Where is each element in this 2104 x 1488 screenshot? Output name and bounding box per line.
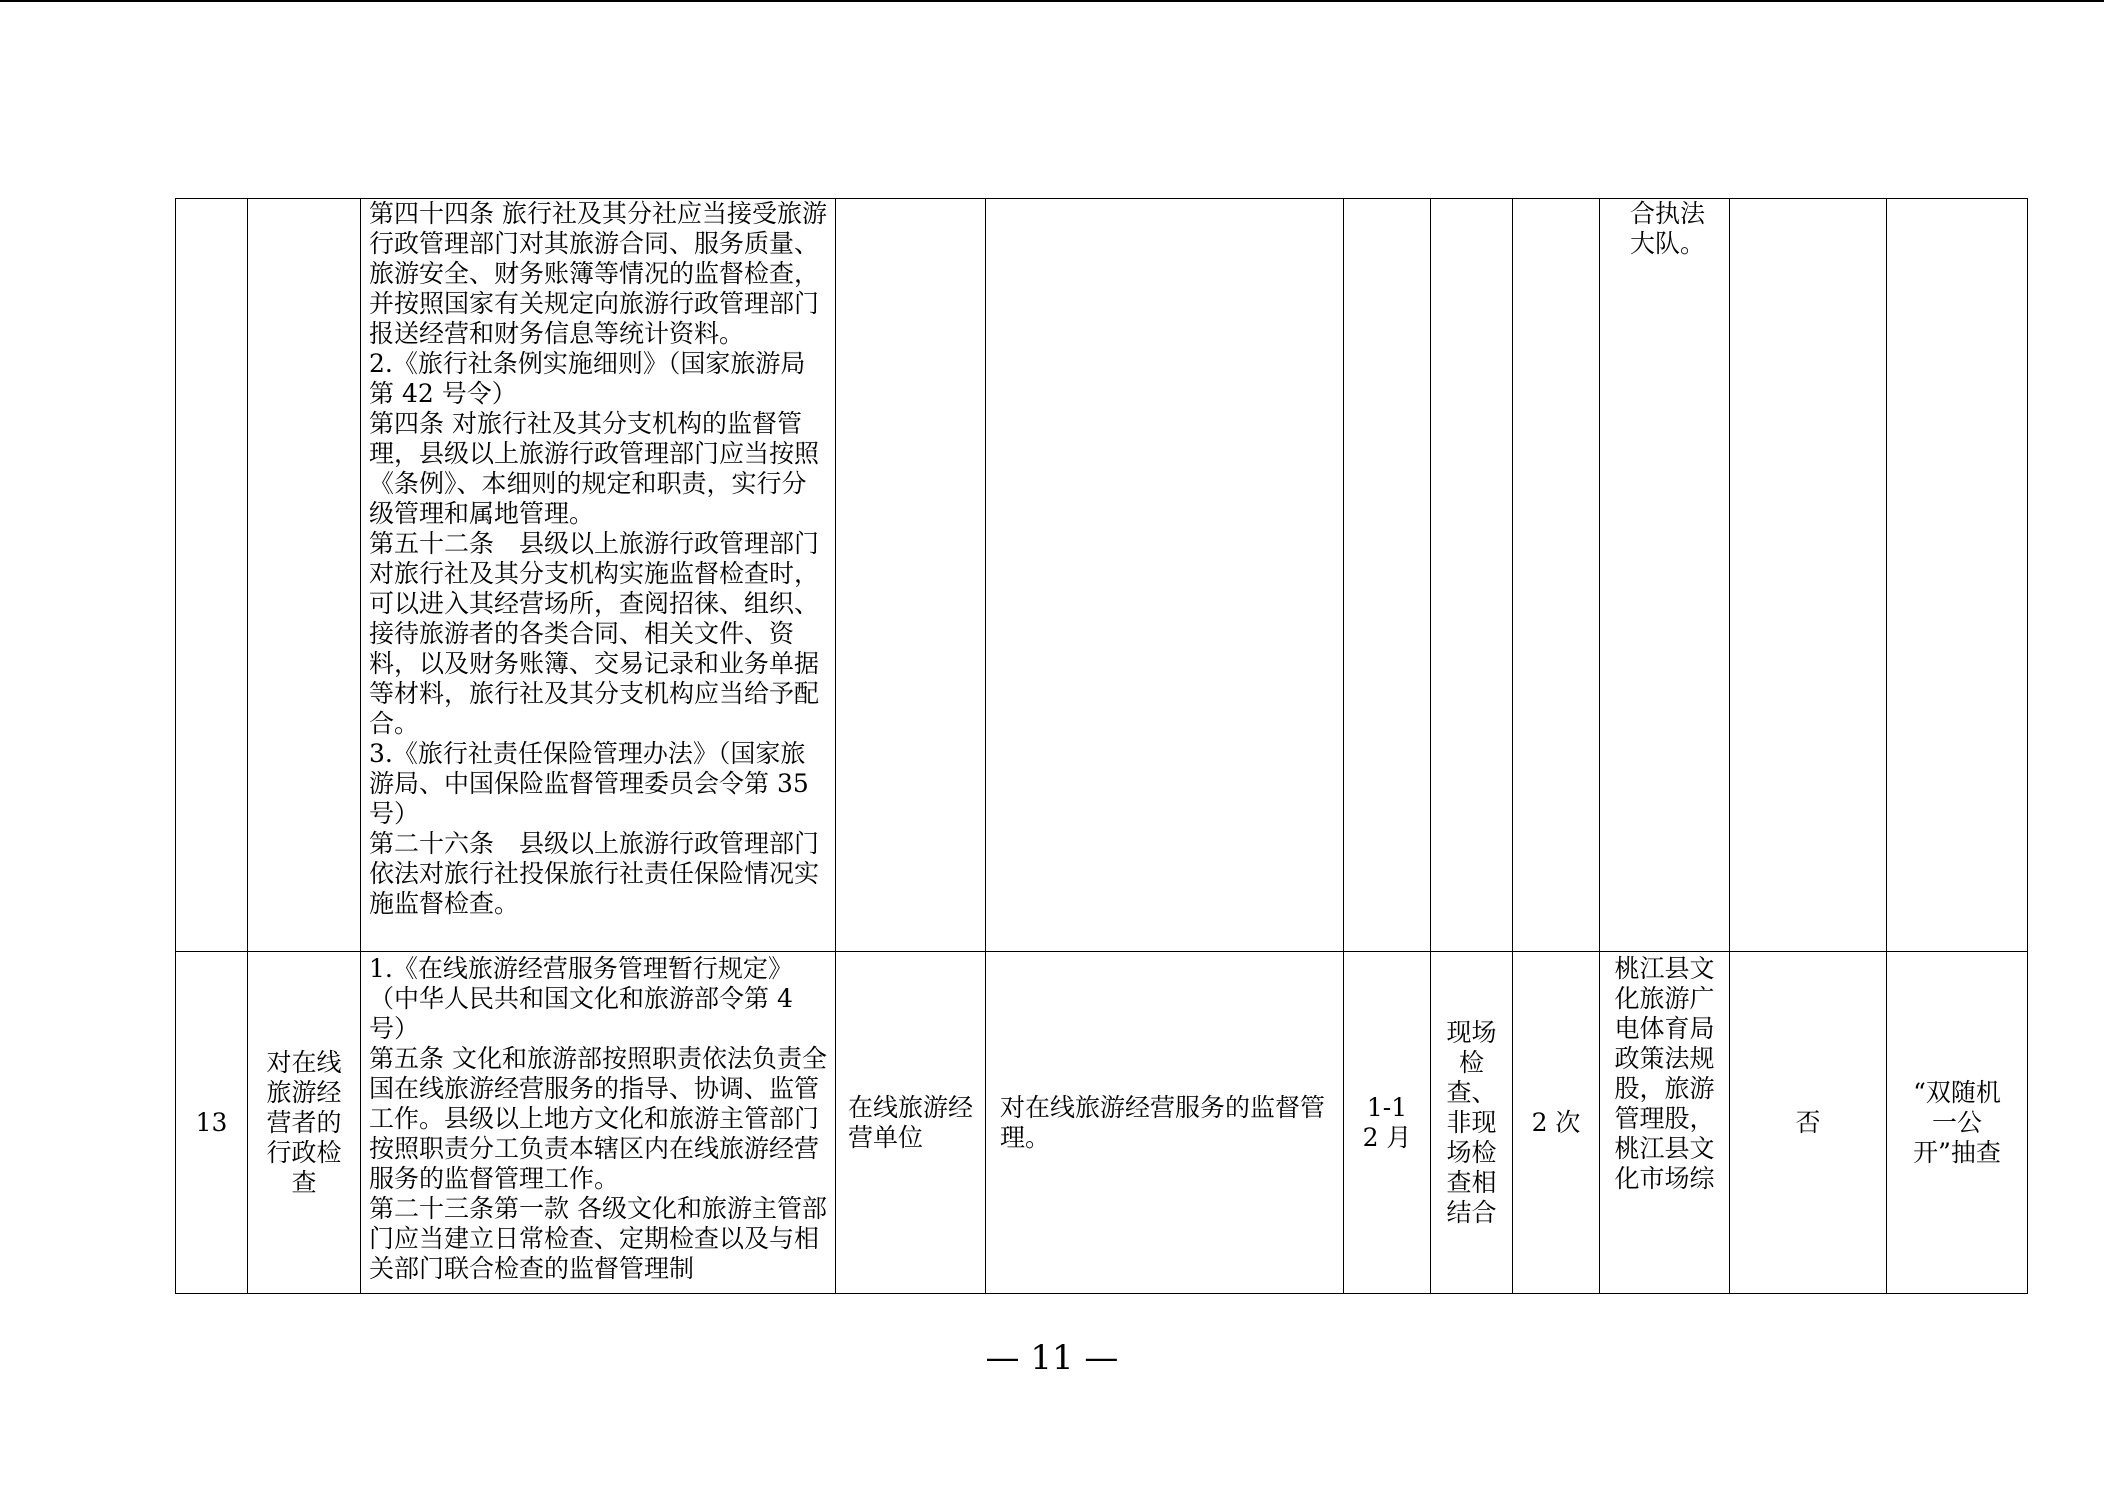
number-cell xyxy=(176,199,248,952)
frequency-cell xyxy=(1513,199,1600,952)
content-cell: 对在线旅游经营服务的监督管理。 xyxy=(986,952,1344,1294)
table-row xyxy=(176,952,2028,1294)
content-cell xyxy=(986,199,1344,952)
department-cell: 桃江县文化旅游广电体育局政策法规股，旅游管理股，桃江县文化市场综 xyxy=(1600,952,1730,1294)
basis-line: 第四条 对旅行社及其分支机构的监督管理，县级以上旅游行政管理部门应当按照《条例》、本细则的规定和职责，实行分级管理和属地管理。 xyxy=(369,409,820,528)
inspection-table xyxy=(175,198,2028,1294)
basis-line: 第五条 文化和旅游部按照职责依法负责全国在线旅游经营服务的指导、协调、监管工作。县级以上地方文化和旅游主管部门按照职责分工负责本辖区内在线旅游经营服务的监督管理工作。 xyxy=(369,1044,827,1193)
basis-line: 第五十二条 县级以上旅游行政管理部门对旅行社及其分支机构实施监督检查时，可以进入其经营场所，查阅招徕、组织、接待旅游者的各类合同、相关文件、资料，以及财务账簿、交易记录和业务单据等材料，旅行社及其分支机构应当给予配合。 xyxy=(369,529,820,738)
item-cell: 对在线旅游经营者的行政检查 xyxy=(248,952,361,1294)
table-row xyxy=(176,199,2028,952)
legal-basis-cell xyxy=(361,199,836,952)
object-cell xyxy=(836,199,986,952)
basis-line: 第二十六条 县级以上旅游行政管理部门依法对旅行社投保旅行社责任保险情况实施监督检查。 xyxy=(369,829,820,918)
method-cell: 现场检查、非现场检查相结合 xyxy=(1431,952,1513,1294)
joint-cell: 否 xyxy=(1730,952,1887,1294)
basis-line: 第四十四条 旅行社及其分社应当接受旅游行政管理部门对其旅游合同、服务质量、旅游安全、财务账簿等情况的监督检查，并按照国家有关规定向旅游行政管理部门报送经营和财务信息等统计资料。 xyxy=(369,199,827,348)
joint-cell xyxy=(1730,199,1887,952)
top-border-line xyxy=(0,0,2104,2)
remark-cell xyxy=(1887,199,2028,952)
time-cell: 1-12 月 xyxy=(1344,952,1431,1294)
legal-basis-cell xyxy=(361,952,836,1294)
department-cell: 合执法大队。 xyxy=(1600,199,1730,952)
time-cell xyxy=(1344,199,1431,952)
page-number: — 11 — xyxy=(985,1338,1119,1378)
basis-line: 1.《在线旅游经营服务管理暂行规定》（中华人民共和国文化和旅游部令第 4 号） xyxy=(369,954,793,1043)
number-cell: 13 xyxy=(176,952,248,1294)
frequency-cell: 2 次 xyxy=(1513,952,1600,1294)
object-cell: 在线旅游经营单位 xyxy=(836,952,986,1294)
method-cell xyxy=(1431,199,1513,952)
basis-line: 第二十三条第一款 各级文化和旅游主管部门应当建立日常检查、定期检查以及与相关部门联合检查的监督管理制 xyxy=(369,1194,827,1283)
remark-cell: “双随机一公开”抽查 xyxy=(1887,952,2028,1294)
item-cell xyxy=(248,199,361,952)
basis-line: 3.《旅行社责任保险管理办法》（国家旅游局、中国保险监督管理委员会令第 35 号） xyxy=(369,739,809,828)
basis-line: 2.《旅行社条例实施细则》（国家旅游局第 42 号令） xyxy=(369,349,806,408)
